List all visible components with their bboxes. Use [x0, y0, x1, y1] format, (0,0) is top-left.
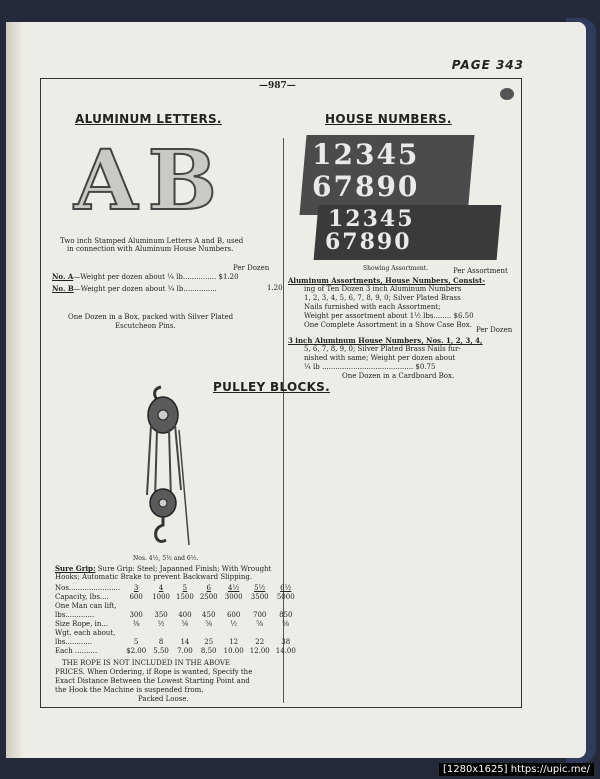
pulley-note-2: PRICES. When Ordering, if Rope is wanted, Specify the	[55, 668, 253, 676]
aluminum-desc-a: —Weight per dozen about ¼ lb...............	[73, 273, 217, 281]
table-row: Nos....................... 3 4 5 6 4½ 5½ 6½	[55, 584, 292, 592]
box-row-1: 12345	[312, 138, 420, 171]
table-row: Size Rope, in... ⅜ ½ ⅝ ⅝ ½ ⅝ ⅝	[55, 620, 290, 628]
table-row: Capacity, lbs.... 600 1000 1500 2500 3000 3500 5000	[55, 593, 295, 601]
aluminum-desc-b: —Weight per dozen about ¼ lb...............	[73, 285, 217, 293]
aluminum-desc-1: Two inch Stamped Aluminum Letters A and B, used	[60, 237, 244, 245]
pulley-note-1: THE ROPE IS NOT INCLUDED IN THE ABOVE	[62, 659, 231, 667]
house-per-assortment: Per Assortment	[453, 267, 508, 275]
page-label: PAGE 343	[451, 58, 524, 72]
aluminum-code-a: No. A	[52, 272, 74, 281]
box-row-2: 67890	[312, 170, 420, 203]
catalog-page-number: —987—	[259, 81, 296, 91]
table-row: One Man can lift,	[55, 602, 117, 610]
pulley-note-5: Packed Loose.	[138, 695, 189, 703]
house-line-2: ing of Ten Dozen 3 inch Aluminum Numbers	[304, 285, 462, 293]
box-row-4: 67890	[325, 229, 412, 255]
house-caption: Showing Assortment.	[363, 265, 429, 272]
trademark-icon	[500, 88, 514, 100]
pulley-note-3: Exact Distance Between the Lowest Starting Point and	[55, 677, 250, 685]
box-row-3: 12345	[328, 206, 415, 232]
house-per-dozen: Per Dozen	[476, 326, 513, 334]
house-line-5: Weight per assortment about 1½ lbs........ $6.50	[304, 312, 474, 320]
pulley-block-icon	[135, 385, 195, 550]
aluminum-letters-heading: ALUMINUM LETTERS.	[75, 112, 222, 126]
aluminum-note-2: Escutcheon Pins.	[115, 322, 176, 330]
aluminum-price-a: $1.20	[218, 273, 239, 281]
pulley-desc-2: Hooks; Automatic Brake to prevent Backward Slipping.	[55, 573, 253, 581]
pulley-desc-1: Sure Grip: Sure Grip: Steel; Japanned Finish; With Wrought	[55, 564, 272, 573]
house-line-8: 5, 6, 7, 8, 9, 0; Silver Plated Brass Nails fur-	[304, 345, 461, 353]
aluminum-row-b	[52, 284, 283, 294]
aluminum-price-b: 1.20	[267, 284, 283, 292]
house-line-1: Aluminum Assortments, House Numbers, Consist-	[288, 276, 486, 285]
house-numbers-heading: HOUSE NUMBERS.	[325, 112, 452, 126]
house-line-7: 3 inch Aluminum House Numbers, Nos. 1, 2, 3, 4,	[288, 336, 483, 345]
aluminum-per-dozen: Per Dozen	[233, 264, 270, 272]
house-line-6: One Complete Assortment in a Show Case Box.	[304, 321, 472, 329]
table-row: lbs............ 5 8 14 25 12 22 38	[55, 638, 291, 646]
pulley-caption: Nos. 4½, 5½ and 6½.	[133, 555, 199, 562]
aluminum-row-a	[52, 272, 239, 282]
house-line-9: nished with same; Weight per dozen about	[304, 354, 456, 362]
house-line-11: One Dozen in a Cardboard Box.	[342, 372, 455, 380]
table-row: Each .......... $2.00 5.50 7.00 8.50 10.00 12.00 14.00	[55, 647, 296, 655]
aluminum-desc-2: in connection with Aluminum House Numbers.	[67, 245, 234, 253]
aluminum-note-1: One Dozen in a Box, packed with Silver Plated	[68, 313, 234, 321]
house-line-10: ¼ lb ......................................... $0.75	[304, 363, 436, 371]
image-size-watermark: [1280x1625] https://upic.me/	[439, 763, 594, 776]
pulley-spec-table	[55, 584, 299, 656]
house-line-4: Nails furnished with each Assortment;	[304, 303, 441, 311]
table-row: lbs............. 300 350 400 450 600 700 850	[55, 611, 293, 619]
table-row: Wgt. each about,	[55, 629, 116, 637]
page-gutter	[6, 22, 24, 758]
house-line-3: 1, 2, 3, 4, 5, 6, 7, 8, 9, 0; Silver Plated Brass	[304, 294, 461, 302]
aluminum-letters-illustration: AB	[74, 133, 227, 229]
aluminum-code-b: No. B	[52, 284, 74, 293]
pulley-note-4: the Hook the Machine is suspended from.	[55, 686, 204, 694]
pulley-blocks-heading: PULLEY BLOCKS.	[213, 380, 330, 394]
